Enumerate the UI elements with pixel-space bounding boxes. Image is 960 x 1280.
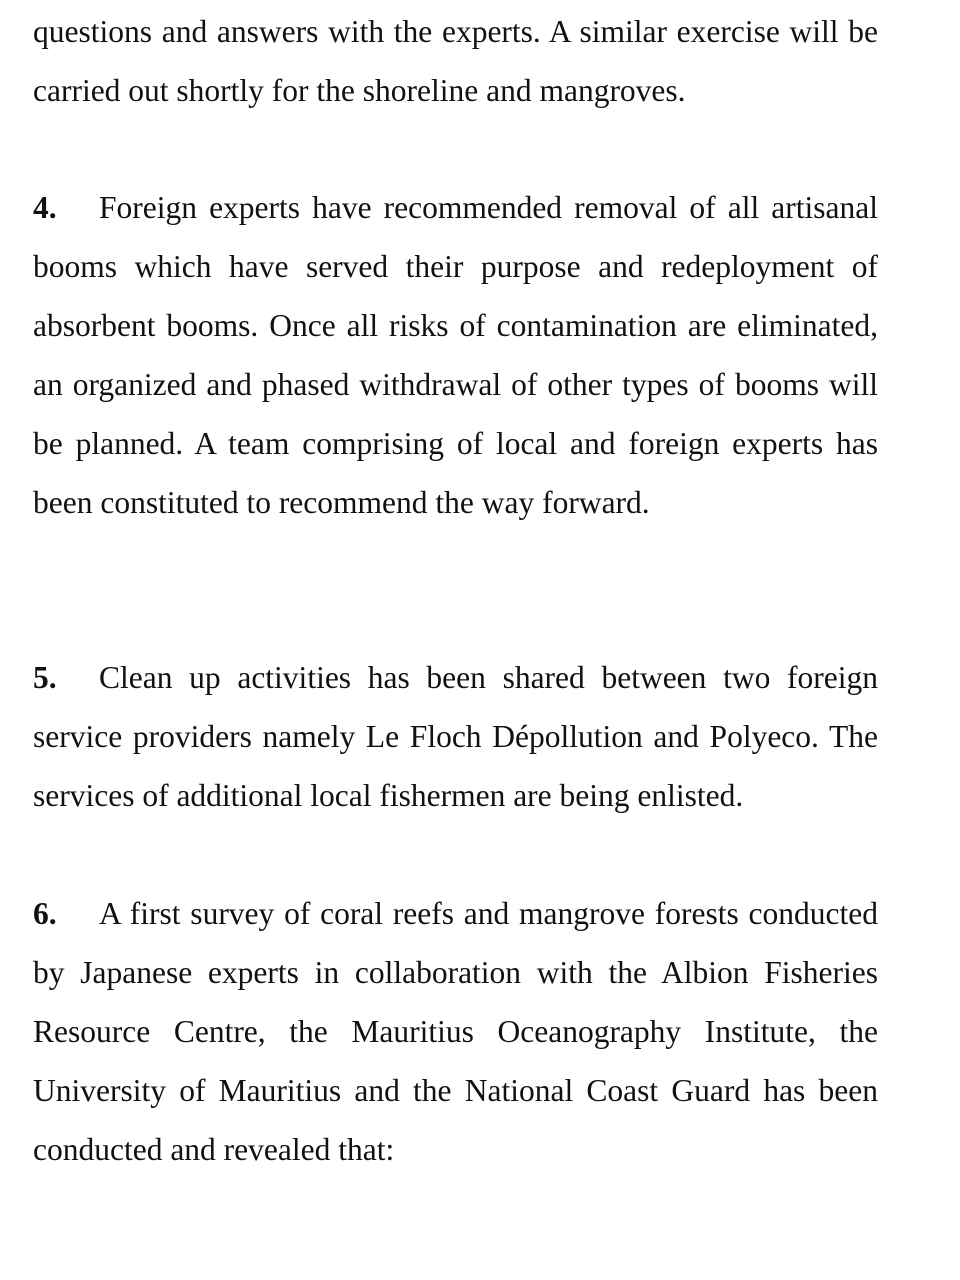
paragraph-text: Foreign experts have recommended removal of all artisanal booms which have served their purpose and redeployment of absorbent booms. Once all risks of contamination are eliminated, an organized and phased withdrawal of other types of booms will be planned. A team comprising of local and foreign experts has been constituted to recommend the way forward.: [33, 190, 878, 520]
paragraph-number: 5.: [33, 660, 57, 695]
paragraph-text: Clean up activities has been shared between two foreign service providers namely Le Floch Dépollution and Polyeco. The services of additional local fishermen are being enlisted.: [33, 660, 878, 813]
paragraph-text: questions and answers with the experts. A similar exercise will be carried out shortly for the shoreline and mangroves.: [33, 14, 878, 108]
paragraph-number: 6.: [33, 896, 57, 931]
paragraph-number: 4.: [33, 190, 57, 225]
paragraph-continuation: [33, 2, 878, 120]
paragraph-5: [33, 648, 878, 825]
paragraph-6: [33, 884, 878, 1179]
paragraph-4: [33, 178, 878, 532]
paragraph-text: A first survey of coral reefs and mangrove forests conducted by Japanese experts in collaboration with the Albion Fisheries Resource Centre, the Mauritius Oceanography Institute, the University of Mauritius and the National Coast Guard has been conducted and revealed that:: [33, 896, 878, 1167]
